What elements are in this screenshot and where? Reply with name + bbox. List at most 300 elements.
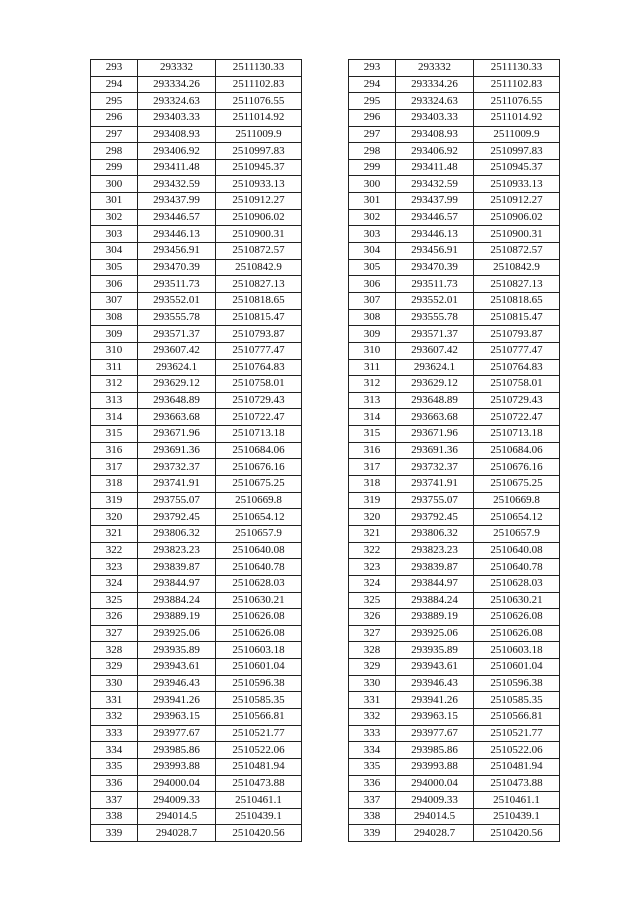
x-coordinate-cell: 293806.32 — [396, 525, 474, 542]
point-number-cell: 295 — [349, 93, 396, 110]
table-row — [91, 675, 302, 692]
x-coordinate-cell: 293943.61 — [138, 659, 216, 676]
table-row — [349, 243, 560, 260]
x-coordinate-cell: 293663.68 — [396, 409, 474, 426]
y-coordinate-cell: 2510640.78 — [216, 559, 302, 576]
point-number-cell: 302 — [349, 209, 396, 226]
y-coordinate-cell: 2510900.31 — [216, 226, 302, 243]
table-row — [91, 725, 302, 742]
y-coordinate-cell: 2510654.12 — [474, 509, 560, 526]
point-number-cell: 329 — [349, 659, 396, 676]
y-coordinate-cell: 2510601.04 — [474, 659, 560, 676]
table-row — [349, 176, 560, 193]
x-coordinate-cell: 293408.93 — [138, 126, 216, 143]
table-row — [349, 725, 560, 742]
x-coordinate-cell: 293446.57 — [138, 209, 216, 226]
table-row — [91, 659, 302, 676]
point-number-cell: 296 — [91, 109, 138, 126]
point-number-cell: 324 — [91, 575, 138, 592]
point-number-cell: 327 — [349, 625, 396, 642]
table-row — [91, 143, 302, 160]
point-number-cell: 321 — [349, 525, 396, 542]
point-number-cell: 316 — [91, 442, 138, 459]
table-row — [91, 808, 302, 825]
table-row — [91, 193, 302, 210]
table-row — [91, 575, 302, 592]
y-coordinate-cell: 2511014.92 — [474, 109, 560, 126]
x-coordinate-cell: 293403.33 — [396, 109, 474, 126]
y-coordinate-cell: 2510626.08 — [216, 625, 302, 642]
y-coordinate-cell: 2510566.81 — [216, 708, 302, 725]
table-row — [349, 476, 560, 493]
table-row — [349, 775, 560, 792]
x-coordinate-cell: 293446.13 — [138, 226, 216, 243]
y-coordinate-cell: 2510566.81 — [474, 708, 560, 725]
table-row — [349, 359, 560, 376]
x-coordinate-cell: 293406.92 — [138, 143, 216, 160]
x-coordinate-cell: 293624.1 — [396, 359, 474, 376]
point-number-cell: 294 — [91, 76, 138, 93]
point-number-cell: 338 — [349, 808, 396, 825]
x-coordinate-cell: 293844.97 — [396, 575, 474, 592]
point-number-cell: 307 — [349, 292, 396, 309]
table-row — [91, 309, 302, 326]
table-row — [349, 376, 560, 393]
point-number-cell: 332 — [349, 708, 396, 725]
y-coordinate-cell: 2510906.02 — [216, 209, 302, 226]
y-coordinate-cell: 2510669.8 — [216, 492, 302, 509]
y-coordinate-cell: 2510872.57 — [474, 243, 560, 260]
x-coordinate-cell: 293406.92 — [396, 143, 474, 160]
table-row — [349, 825, 560, 842]
point-number-cell: 324 — [349, 575, 396, 592]
y-coordinate-cell: 2510684.06 — [474, 442, 560, 459]
table-row — [91, 492, 302, 509]
y-coordinate-cell: 2510675.25 — [216, 476, 302, 493]
point-number-cell: 339 — [349, 825, 396, 842]
y-coordinate-cell: 2510630.21 — [474, 592, 560, 609]
point-number-cell: 326 — [91, 609, 138, 626]
x-coordinate-cell: 293403.33 — [138, 109, 216, 126]
table-row — [349, 659, 560, 676]
table-row — [91, 559, 302, 576]
point-number-cell: 306 — [349, 276, 396, 293]
table-row — [91, 342, 302, 359]
y-coordinate-cell: 2511102.83 — [474, 76, 560, 93]
point-number-cell: 311 — [91, 359, 138, 376]
x-coordinate-cell: 293456.91 — [138, 243, 216, 260]
y-coordinate-cell: 2510912.27 — [474, 193, 560, 210]
x-coordinate-cell: 293607.42 — [396, 342, 474, 359]
x-coordinate-cell: 293324.63 — [138, 93, 216, 110]
point-number-cell: 318 — [91, 476, 138, 493]
x-coordinate-cell: 293993.88 — [396, 758, 474, 775]
x-coordinate-cell: 293839.87 — [396, 559, 474, 576]
table-row — [349, 326, 560, 343]
table-row — [349, 692, 560, 709]
point-number-cell: 309 — [349, 326, 396, 343]
point-number-cell: 315 — [91, 426, 138, 443]
point-number-cell: 303 — [91, 226, 138, 243]
x-coordinate-cell: 293571.37 — [138, 326, 216, 343]
y-coordinate-cell: 2510764.83 — [216, 359, 302, 376]
table-row — [91, 476, 302, 493]
y-coordinate-cell: 2510603.18 — [216, 642, 302, 659]
x-coordinate-cell: 293985.86 — [396, 742, 474, 759]
x-coordinate-cell: 293935.89 — [138, 642, 216, 659]
x-coordinate-cell: 293925.06 — [396, 625, 474, 642]
point-number-cell: 293 — [91, 60, 138, 77]
point-number-cell: 304 — [349, 243, 396, 260]
y-coordinate-cell: 2510522.06 — [474, 742, 560, 759]
point-number-cell: 301 — [91, 193, 138, 210]
point-number-cell: 312 — [91, 376, 138, 393]
point-number-cell: 339 — [91, 825, 138, 842]
y-coordinate-cell: 2510521.77 — [216, 725, 302, 742]
x-coordinate-cell: 293977.67 — [138, 725, 216, 742]
point-number-cell: 300 — [349, 176, 396, 193]
table-row — [91, 609, 302, 626]
table-row — [349, 708, 560, 725]
x-coordinate-cell: 293511.73 — [138, 276, 216, 293]
y-coordinate-cell: 2510818.65 — [474, 292, 560, 309]
y-coordinate-cell: 2510777.47 — [474, 342, 560, 359]
x-coordinate-cell: 293925.06 — [138, 625, 216, 642]
y-coordinate-cell: 2510657.9 — [216, 525, 302, 542]
point-number-cell: 333 — [91, 725, 138, 742]
table-row — [349, 309, 560, 326]
y-coordinate-cell: 2510669.8 — [474, 492, 560, 509]
x-coordinate-cell: 294014.5 — [396, 808, 474, 825]
x-coordinate-cell: 293823.23 — [138, 542, 216, 559]
point-number-cell: 321 — [91, 525, 138, 542]
y-coordinate-cell: 2510827.13 — [216, 276, 302, 293]
x-coordinate-cell: 293408.93 — [396, 126, 474, 143]
y-coordinate-cell: 2511102.83 — [216, 76, 302, 93]
point-number-cell: 319 — [91, 492, 138, 509]
table-row — [91, 509, 302, 526]
x-coordinate-cell: 294009.33 — [138, 792, 216, 809]
x-coordinate-cell: 293334.26 — [138, 76, 216, 93]
x-coordinate-cell: 293963.15 — [138, 708, 216, 725]
point-number-cell: 311 — [349, 359, 396, 376]
coordinate-table-right — [348, 59, 560, 842]
table-row — [91, 326, 302, 343]
point-number-cell: 325 — [349, 592, 396, 609]
table-row — [91, 243, 302, 260]
table-row — [91, 259, 302, 276]
y-coordinate-cell: 2510818.65 — [216, 292, 302, 309]
x-coordinate-cell: 293741.91 — [138, 476, 216, 493]
y-coordinate-cell: 2510764.83 — [474, 359, 560, 376]
y-coordinate-cell: 2510481.94 — [474, 758, 560, 775]
y-coordinate-cell: 2510420.56 — [474, 825, 560, 842]
x-coordinate-cell: 293552.01 — [138, 292, 216, 309]
table-row — [349, 392, 560, 409]
y-coordinate-cell: 2510630.21 — [216, 592, 302, 609]
point-number-cell: 299 — [91, 159, 138, 176]
point-number-cell: 307 — [91, 292, 138, 309]
y-coordinate-cell: 2510675.25 — [474, 476, 560, 493]
x-coordinate-cell: 293648.89 — [138, 392, 216, 409]
point-number-cell: 322 — [91, 542, 138, 559]
table-row — [91, 708, 302, 725]
point-number-cell: 306 — [91, 276, 138, 293]
x-coordinate-cell: 293985.86 — [138, 742, 216, 759]
point-number-cell: 323 — [91, 559, 138, 576]
y-coordinate-cell: 2510657.9 — [474, 525, 560, 542]
point-number-cell: 336 — [349, 775, 396, 792]
y-coordinate-cell: 2510912.27 — [216, 193, 302, 210]
table-row — [91, 525, 302, 542]
point-number-cell: 336 — [91, 775, 138, 792]
table-row — [349, 193, 560, 210]
y-coordinate-cell: 2510596.38 — [216, 675, 302, 692]
y-coordinate-cell: 2510628.03 — [216, 575, 302, 592]
x-coordinate-cell: 293993.88 — [138, 758, 216, 775]
y-coordinate-cell: 2510473.88 — [474, 775, 560, 792]
x-coordinate-cell: 293607.42 — [138, 342, 216, 359]
y-coordinate-cell: 2511130.33 — [216, 60, 302, 77]
x-coordinate-cell: 293943.61 — [396, 659, 474, 676]
x-coordinate-cell: 293946.43 — [396, 675, 474, 692]
x-coordinate-cell: 293470.39 — [138, 259, 216, 276]
x-coordinate-cell: 293332 — [138, 60, 216, 77]
x-coordinate-cell: 293571.37 — [396, 326, 474, 343]
table-row — [91, 409, 302, 426]
x-coordinate-cell: 293823.23 — [396, 542, 474, 559]
x-coordinate-cell: 293334.26 — [396, 76, 474, 93]
point-number-cell: 337 — [349, 792, 396, 809]
x-coordinate-cell: 293446.13 — [396, 226, 474, 243]
y-coordinate-cell: 2510793.87 — [216, 326, 302, 343]
y-coordinate-cell: 2510603.18 — [474, 642, 560, 659]
point-number-cell: 316 — [349, 442, 396, 459]
table-row — [349, 409, 560, 426]
point-number-cell: 323 — [349, 559, 396, 576]
x-coordinate-cell: 293889.19 — [396, 609, 474, 626]
point-number-cell: 305 — [349, 259, 396, 276]
table-row — [349, 426, 560, 443]
y-coordinate-cell: 2510758.01 — [216, 376, 302, 393]
point-number-cell: 313 — [349, 392, 396, 409]
x-coordinate-cell: 293629.12 — [138, 376, 216, 393]
table-row — [349, 60, 560, 77]
table-row — [91, 625, 302, 642]
table-row — [91, 109, 302, 126]
x-coordinate-cell: 293732.37 — [138, 459, 216, 476]
table-row — [349, 575, 560, 592]
point-number-cell: 299 — [349, 159, 396, 176]
table-row — [91, 209, 302, 226]
y-coordinate-cell: 2511130.33 — [474, 60, 560, 77]
table-row — [349, 93, 560, 110]
x-coordinate-cell: 293755.07 — [396, 492, 474, 509]
table-row — [91, 292, 302, 309]
x-coordinate-cell: 293732.37 — [396, 459, 474, 476]
point-number-cell: 304 — [91, 243, 138, 260]
table-row — [349, 76, 560, 93]
y-coordinate-cell: 2510522.06 — [216, 742, 302, 759]
point-number-cell: 333 — [349, 725, 396, 742]
x-coordinate-cell: 293555.78 — [138, 309, 216, 326]
x-coordinate-cell: 293941.26 — [396, 692, 474, 709]
y-coordinate-cell: 2511009.9 — [216, 126, 302, 143]
table-row — [91, 276, 302, 293]
point-number-cell: 331 — [349, 692, 396, 709]
y-coordinate-cell: 2510461.1 — [474, 792, 560, 809]
point-number-cell: 300 — [91, 176, 138, 193]
coordinate-table-left — [90, 59, 302, 842]
table-row — [349, 625, 560, 642]
y-coordinate-cell: 2510815.47 — [216, 309, 302, 326]
table-row — [349, 109, 560, 126]
table-row — [349, 143, 560, 160]
x-coordinate-cell: 293648.89 — [396, 392, 474, 409]
x-coordinate-cell: 293792.45 — [396, 509, 474, 526]
table-row — [349, 792, 560, 809]
x-coordinate-cell: 294028.7 — [138, 825, 216, 842]
y-coordinate-cell: 2510729.43 — [216, 392, 302, 409]
table-row — [349, 276, 560, 293]
y-coordinate-cell: 2511076.55 — [474, 93, 560, 110]
y-coordinate-cell: 2510585.35 — [216, 692, 302, 709]
y-coordinate-cell: 2510654.12 — [216, 509, 302, 526]
table-row — [349, 525, 560, 542]
point-number-cell: 293 — [349, 60, 396, 77]
x-coordinate-cell: 293324.63 — [396, 93, 474, 110]
x-coordinate-cell: 293963.15 — [396, 708, 474, 725]
point-number-cell: 319 — [349, 492, 396, 509]
table-row — [91, 742, 302, 759]
x-coordinate-cell: 293437.99 — [138, 193, 216, 210]
y-coordinate-cell: 2510713.18 — [474, 426, 560, 443]
x-coordinate-cell: 293555.78 — [396, 309, 474, 326]
y-coordinate-cell: 2510420.56 — [216, 825, 302, 842]
x-coordinate-cell: 293844.97 — [138, 575, 216, 592]
table-row — [91, 542, 302, 559]
y-coordinate-cell: 2510601.04 — [216, 659, 302, 676]
x-coordinate-cell: 293470.39 — [396, 259, 474, 276]
x-coordinate-cell: 293884.24 — [138, 592, 216, 609]
point-number-cell: 310 — [349, 342, 396, 359]
point-number-cell: 312 — [349, 376, 396, 393]
y-coordinate-cell: 2510842.9 — [216, 259, 302, 276]
y-coordinate-cell: 2510827.13 — [474, 276, 560, 293]
point-number-cell: 309 — [91, 326, 138, 343]
x-coordinate-cell: 293741.91 — [396, 476, 474, 493]
table-row — [349, 559, 560, 576]
y-coordinate-cell: 2510729.43 — [474, 392, 560, 409]
table-row — [349, 459, 560, 476]
table-row — [91, 758, 302, 775]
y-coordinate-cell: 2510997.83 — [216, 143, 302, 160]
table-row — [91, 692, 302, 709]
point-number-cell: 317 — [91, 459, 138, 476]
y-coordinate-cell: 2510640.08 — [474, 542, 560, 559]
table-row — [349, 209, 560, 226]
x-coordinate-cell: 293839.87 — [138, 559, 216, 576]
point-number-cell: 338 — [91, 808, 138, 825]
x-coordinate-cell: 293946.43 — [138, 675, 216, 692]
point-number-cell: 310 — [91, 342, 138, 359]
point-number-cell: 337 — [91, 792, 138, 809]
table-row — [349, 492, 560, 509]
x-coordinate-cell: 293755.07 — [138, 492, 216, 509]
point-number-cell: 308 — [349, 309, 396, 326]
table-row — [91, 792, 302, 809]
x-coordinate-cell: 293629.12 — [396, 376, 474, 393]
point-number-cell: 308 — [91, 309, 138, 326]
y-coordinate-cell: 2511014.92 — [216, 109, 302, 126]
y-coordinate-cell: 2510777.47 — [216, 342, 302, 359]
point-number-cell: 325 — [91, 592, 138, 609]
point-number-cell: 330 — [91, 675, 138, 692]
x-coordinate-cell: 293456.91 — [396, 243, 474, 260]
y-coordinate-cell: 2510626.08 — [474, 625, 560, 642]
table-row — [91, 359, 302, 376]
x-coordinate-cell: 294028.7 — [396, 825, 474, 842]
table-row — [91, 775, 302, 792]
x-coordinate-cell: 293671.96 — [138, 426, 216, 443]
x-coordinate-cell: 293511.73 — [396, 276, 474, 293]
point-number-cell: 320 — [91, 509, 138, 526]
y-coordinate-cell: 2510640.08 — [216, 542, 302, 559]
y-coordinate-cell: 2510626.08 — [216, 609, 302, 626]
table-row — [91, 226, 302, 243]
table-row — [91, 442, 302, 459]
table-row — [349, 126, 560, 143]
table-row — [91, 642, 302, 659]
x-coordinate-cell: 293446.57 — [396, 209, 474, 226]
y-coordinate-cell: 2510793.87 — [474, 326, 560, 343]
x-coordinate-cell: 293691.36 — [138, 442, 216, 459]
point-number-cell: 334 — [91, 742, 138, 759]
table-row — [349, 758, 560, 775]
point-number-cell: 328 — [349, 642, 396, 659]
x-coordinate-cell: 293889.19 — [138, 609, 216, 626]
x-coordinate-cell: 293552.01 — [396, 292, 474, 309]
y-coordinate-cell: 2510906.02 — [474, 209, 560, 226]
x-coordinate-cell: 293432.59 — [396, 176, 474, 193]
table-row — [349, 592, 560, 609]
x-coordinate-cell: 293411.48 — [138, 159, 216, 176]
coordinate-table-left-body — [91, 60, 302, 842]
table-row — [91, 392, 302, 409]
y-coordinate-cell: 2510439.1 — [216, 808, 302, 825]
point-number-cell: 329 — [91, 659, 138, 676]
x-coordinate-cell: 293691.36 — [396, 442, 474, 459]
x-coordinate-cell: 293411.48 — [396, 159, 474, 176]
table-row — [349, 259, 560, 276]
point-number-cell: 327 — [91, 625, 138, 642]
point-number-cell: 314 — [91, 409, 138, 426]
y-coordinate-cell: 2510900.31 — [474, 226, 560, 243]
table-row — [349, 226, 560, 243]
y-coordinate-cell: 2510722.47 — [216, 409, 302, 426]
table-row — [91, 376, 302, 393]
point-number-cell: 314 — [349, 409, 396, 426]
table-row — [349, 292, 560, 309]
y-coordinate-cell: 2510585.35 — [474, 692, 560, 709]
y-coordinate-cell: 2510997.83 — [474, 143, 560, 160]
coordinate-table-right-body — [349, 60, 560, 842]
point-number-cell: 331 — [91, 692, 138, 709]
point-number-cell: 295 — [91, 93, 138, 110]
table-row — [91, 76, 302, 93]
y-coordinate-cell: 2510439.1 — [474, 808, 560, 825]
y-coordinate-cell: 2510933.13 — [216, 176, 302, 193]
